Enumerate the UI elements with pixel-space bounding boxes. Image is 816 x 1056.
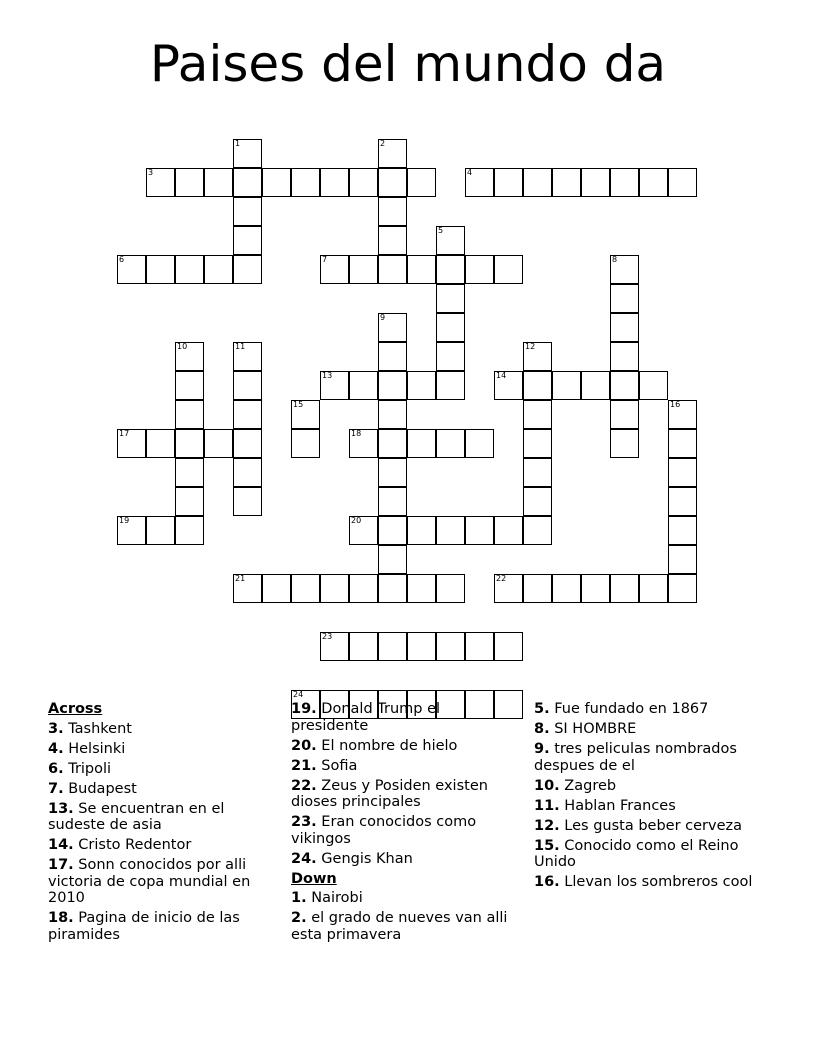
- crossword-cell[interactable]: [378, 632, 407, 661]
- clue-item: [48, 761, 273, 778]
- crossword-cell[interactable]: [436, 313, 465, 342]
- crossword-cell[interactable]: [639, 168, 668, 197]
- crossword-cell[interactable]: [523, 574, 552, 603]
- crossword-cell[interactable]: [349, 371, 378, 400]
- crossword-cell[interactable]: [349, 574, 378, 603]
- crossword-cell[interactable]: [465, 516, 494, 545]
- crossword-cell[interactable]: [146, 168, 175, 197]
- crossword-cell[interactable]: [436, 429, 465, 458]
- crossword-cell[interactable]: [262, 168, 291, 197]
- clue-number-label: 13: [322, 371, 333, 380]
- crossword-cell[interactable]: [523, 487, 552, 516]
- clue-number-label: 2: [380, 139, 386, 148]
- clue-text: Sofia: [321, 757, 358, 774]
- clue-item: [48, 857, 273, 907]
- clue-item: [291, 778, 513, 811]
- clue-number: 8.: [534, 721, 550, 737]
- crossword-cell[interactable]: [378, 371, 407, 400]
- clue-number: 20.: [291, 737, 317, 754]
- clue-item: [291, 851, 513, 868]
- clue-number-label: 8: [612, 255, 618, 264]
- crossword-cell[interactable]: [320, 255, 349, 284]
- clue-number: 11.: [534, 797, 560, 814]
- crossword-cell[interactable]: [204, 429, 233, 458]
- clue-text: Gengis Khan: [321, 850, 413, 867]
- crossword-cell[interactable]: [378, 574, 407, 603]
- crossword-cell[interactable]: [378, 313, 407, 342]
- clue-number-label: 11: [235, 342, 246, 351]
- crossword-cell[interactable]: [320, 574, 349, 603]
- clue-number-label: 16: [670, 400, 681, 409]
- crossword-cell[interactable]: [233, 139, 262, 168]
- clue-text: Budapest: [68, 780, 137, 797]
- clue-item: [291, 738, 513, 755]
- crossword-cell[interactable]: [175, 371, 204, 400]
- clue-number: 6.: [48, 760, 64, 777]
- clue-column-down: [534, 701, 774, 894]
- down-heading: Down: [291, 870, 337, 887]
- clue-item: [48, 837, 273, 854]
- clue-number: 21.: [291, 757, 317, 774]
- crossword-cell[interactable]: [378, 226, 407, 255]
- clue-item: [534, 838, 774, 871]
- clue-number: 22.: [291, 777, 317, 794]
- clue-text: Nairobi: [311, 890, 363, 906]
- crossword-cell[interactable]: [175, 429, 204, 458]
- crossword-cell[interactable]: [610, 574, 639, 603]
- clue-item: [48, 741, 273, 758]
- crossword-cell[interactable]: [146, 429, 175, 458]
- crossword-cell[interactable]: [378, 168, 407, 197]
- clue-item: [534, 778, 774, 795]
- crossword-cell[interactable]: [291, 429, 320, 458]
- crossword-cell[interactable]: [668, 487, 697, 516]
- crossword-cell[interactable]: [378, 139, 407, 168]
- crossword-cell[interactable]: [291, 400, 320, 429]
- crossword-cell[interactable]: [668, 574, 697, 603]
- crossword-cell[interactable]: [494, 255, 523, 284]
- clue-number-label: 21: [235, 574, 246, 583]
- clue-number: 7.: [48, 780, 64, 797]
- crossword-cell[interactable]: [378, 429, 407, 458]
- crossword-cell[interactable]: [117, 255, 146, 284]
- crossword-cell[interactable]: [146, 516, 175, 545]
- crossword-cell[interactable]: [581, 371, 610, 400]
- clue-number: 10.: [534, 777, 560, 794]
- crossword-cell[interactable]: [204, 168, 233, 197]
- crossword-cell[interactable]: [639, 371, 668, 400]
- crossword-cell[interactable]: [465, 168, 494, 197]
- clue-text: Zagreb: [564, 777, 617, 794]
- crossword-cell[interactable]: [436, 632, 465, 661]
- clue-text: Fue fundado en 1867: [554, 701, 709, 717]
- crossword-cell[interactable]: [610, 168, 639, 197]
- clue-number-label: 7: [322, 255, 328, 264]
- crossword-cell[interactable]: [494, 632, 523, 661]
- crossword-cell[interactable]: [320, 632, 349, 661]
- clue-number: 14.: [48, 837, 74, 853]
- crossword-cell[interactable]: [320, 168, 349, 197]
- crossword-cell[interactable]: [639, 574, 668, 603]
- clue-text: Donald Trump el presidente: [291, 701, 441, 734]
- crossword-cell[interactable]: [320, 371, 349, 400]
- crossword-cell[interactable]: [349, 429, 378, 458]
- clue-text: Llevan los sombreros cool: [564, 874, 753, 890]
- crossword-cell[interactable]: [233, 574, 262, 603]
- across-clue-list: [48, 721, 273, 944]
- clue-number-label: 14: [496, 371, 507, 380]
- clue-number-label: 20: [351, 516, 362, 525]
- crossword-cell[interactable]: [610, 255, 639, 284]
- crossword-cell[interactable]: [233, 371, 262, 400]
- crossword-cell[interactable]: [523, 429, 552, 458]
- crossword-cell[interactable]: [233, 255, 262, 284]
- crossword-cell[interactable]: [175, 516, 204, 545]
- clue-item: [534, 701, 774, 718]
- clue-number: 9.: [534, 741, 550, 757]
- clue-text: Cristo Redentor: [78, 837, 192, 853]
- clue-number: 5.: [534, 701, 550, 717]
- clue-number: 3.: [48, 720, 64, 737]
- clue-text: Les gusta beber cerveza: [564, 817, 743, 834]
- clue-text: Eran conocidos como vikingos: [291, 814, 477, 847]
- clue-number-label: 6: [119, 255, 125, 264]
- crossword-cell[interactable]: [465, 429, 494, 458]
- clue-item: [291, 814, 513, 847]
- crossword-cell[interactable]: [233, 458, 262, 487]
- clue-item: [291, 910, 513, 943]
- clue-number-label: 9: [380, 313, 386, 322]
- crossword-cell[interactable]: [552, 168, 581, 197]
- crossword-cell[interactable]: [668, 429, 697, 458]
- crossword-cell[interactable]: [668, 168, 697, 197]
- clue-item: [48, 721, 273, 738]
- clue-number-label: 3: [148, 168, 154, 177]
- crossword-cell[interactable]: [465, 255, 494, 284]
- crossword-cell[interactable]: [378, 342, 407, 371]
- clue-number-label: 4: [467, 168, 473, 177]
- clue-number: 18.: [48, 910, 74, 926]
- crossword-cell[interactable]: [581, 574, 610, 603]
- crossword-cell[interactable]: [175, 168, 204, 197]
- crossword-cell[interactable]: [407, 371, 436, 400]
- clue-number: 16.: [534, 874, 560, 890]
- crossword-cell[interactable]: [349, 632, 378, 661]
- crossword-cell[interactable]: [204, 255, 233, 284]
- crossword-cell[interactable]: [378, 255, 407, 284]
- crossword-cell[interactable]: [523, 400, 552, 429]
- clue-number: 4.: [48, 740, 64, 757]
- crossword-cell[interactable]: [146, 255, 175, 284]
- crossword-cell[interactable]: [378, 545, 407, 574]
- clue-item: [534, 741, 774, 774]
- clue-item: [534, 721, 774, 738]
- crossword-cell[interactable]: [610, 400, 639, 429]
- crossword-cell[interactable]: [407, 168, 436, 197]
- clue-text: Tripoli: [68, 760, 112, 777]
- crossword-cell[interactable]: [349, 516, 378, 545]
- crossword-cell[interactable]: [291, 574, 320, 603]
- clue-item: [291, 890, 513, 907]
- crossword-cell[interactable]: [349, 255, 378, 284]
- crossword-cell[interactable]: [407, 632, 436, 661]
- clue-text: Pagina de inicio de las piramides: [48, 910, 240, 943]
- clue-number-label: 10: [177, 342, 188, 351]
- across-clue-list-continued: [291, 701, 513, 867]
- across-heading: Across: [48, 701, 103, 717]
- clue-item: [291, 758, 513, 775]
- clue-text: El nombre de hielo: [321, 737, 458, 754]
- crossword-cell[interactable]: [523, 168, 552, 197]
- clue-number-label: 18: [351, 429, 362, 438]
- clue-number-label: 12: [525, 342, 536, 351]
- clue-number: 12.: [534, 817, 560, 834]
- crossword-cell[interactable]: [233, 168, 262, 197]
- clue-item: [534, 798, 774, 815]
- clue-item: [534, 818, 774, 835]
- crossword-cell[interactable]: [233, 429, 262, 458]
- clue-number: 23.: [291, 814, 317, 830]
- crossword-cell[interactable]: [581, 168, 610, 197]
- crossword-cell[interactable]: [523, 342, 552, 371]
- clue-item: [48, 910, 273, 943]
- crossword-cell[interactable]: [436, 371, 465, 400]
- crossword-cell[interactable]: [610, 371, 639, 400]
- crossword-cell[interactable]: [610, 313, 639, 342]
- clue-text: Conocido como el Reino Unido: [534, 837, 739, 870]
- clue-number: 17.: [48, 857, 74, 873]
- crossword-cell[interactable]: [494, 574, 523, 603]
- clue-text: Helsinki: [68, 740, 126, 757]
- crossword-cell[interactable]: [349, 168, 378, 197]
- crossword-cell[interactable]: [668, 545, 697, 574]
- clue-item: [291, 701, 513, 734]
- crossword-cell[interactable]: [233, 487, 262, 516]
- clue-text: Hablan Frances: [564, 797, 676, 814]
- crossword-cell[interactable]: [436, 574, 465, 603]
- crossword-cell[interactable]: [494, 168, 523, 197]
- clue-text: el grado de nueves van alli esta primavera: [291, 910, 508, 943]
- clue-number-label: 19: [119, 516, 130, 525]
- crossword-cell[interactable]: [262, 574, 291, 603]
- crossword-cell[interactable]: [291, 168, 320, 197]
- clue-number-label: 17: [119, 429, 130, 438]
- crossword-cell[interactable]: [233, 226, 262, 255]
- clue-number-label: 22: [496, 574, 507, 583]
- crossword-cell[interactable]: [175, 487, 204, 516]
- clue-item: [48, 801, 273, 834]
- crossword-cell[interactable]: [668, 516, 697, 545]
- crossword-cell[interactable]: [436, 255, 465, 284]
- clue-number-label: 15: [293, 400, 304, 409]
- crossword-cell[interactable]: [436, 226, 465, 255]
- crossword-cell[interactable]: [552, 371, 581, 400]
- clue-number: 2.: [291, 910, 307, 926]
- crossword-cell[interactable]: [117, 516, 146, 545]
- crossword-cell[interactable]: [117, 429, 146, 458]
- crossword-cell[interactable]: [233, 400, 262, 429]
- crossword-cell[interactable]: [436, 284, 465, 313]
- clue-number-label: 5: [438, 226, 444, 235]
- crossword-cell[interactable]: [436, 342, 465, 371]
- clue-number: 24.: [291, 850, 317, 867]
- crossword-cell[interactable]: [233, 342, 262, 371]
- clue-text: Se encuentran en el sudeste de asia: [48, 800, 225, 833]
- clue-number-label: 24: [293, 690, 304, 699]
- clue-column-across: [48, 701, 273, 947]
- crossword-cell[interactable]: [175, 458, 204, 487]
- down-clue-list: [291, 890, 513, 943]
- page-title: Paises del mundo da: [149, 35, 667, 93]
- crossword-cell[interactable]: [465, 632, 494, 661]
- clue-text: Sonn conocidos por alli victoria de copa mundial en 2010: [48, 857, 251, 906]
- crossword-cell[interactable]: [407, 429, 436, 458]
- crossword-cell[interactable]: [436, 516, 465, 545]
- crossword-cell[interactable]: [523, 516, 552, 545]
- down-clue-list-continued: [534, 701, 774, 891]
- clue-column-middle: [291, 701, 513, 947]
- crossword-cell[interactable]: [407, 255, 436, 284]
- crossword-cell[interactable]: [175, 342, 204, 371]
- crossword-cell[interactable]: [523, 371, 552, 400]
- crossword-cell[interactable]: [378, 487, 407, 516]
- clue-text: Tashkent: [68, 720, 132, 737]
- crossword-cell[interactable]: [610, 284, 639, 313]
- crossword-cell[interactable]: [494, 371, 523, 400]
- crossword-cell[interactable]: [378, 197, 407, 226]
- crossword-cell[interactable]: [378, 458, 407, 487]
- crossword-cell[interactable]: [610, 429, 639, 458]
- clue-text: tres peliculas nombrados despues de el: [534, 741, 737, 774]
- clue-text: SI HOMBRE: [554, 721, 637, 737]
- crossword-cell[interactable]: [378, 516, 407, 545]
- crossword-cell[interactable]: [407, 516, 436, 545]
- crossword-cell[interactable]: [552, 574, 581, 603]
- crossword-cell[interactable]: [378, 400, 407, 429]
- crossword-cell[interactable]: [523, 458, 552, 487]
- clue-number-label: 23: [322, 632, 333, 641]
- crossword-cell[interactable]: [175, 400, 204, 429]
- clue-item: [534, 874, 774, 891]
- crossword-cell[interactable]: [407, 574, 436, 603]
- crossword-cell[interactable]: [233, 197, 262, 226]
- clue-number: 13.: [48, 800, 74, 817]
- crossword-cell[interactable]: [668, 458, 697, 487]
- crossword-cell[interactable]: [494, 516, 523, 545]
- clue-text: Zeus y Posiden existen dioses principales: [291, 777, 488, 810]
- crossword-cell[interactable]: [668, 400, 697, 429]
- clue-item: [48, 781, 273, 798]
- clue-number: 19.: [291, 701, 317, 717]
- clue-number: 15.: [534, 837, 560, 854]
- crossword-cell[interactable]: [175, 255, 204, 284]
- clue-number: 1.: [291, 890, 307, 906]
- clue-number-label: 1: [235, 139, 241, 148]
- crossword-cell[interactable]: [610, 342, 639, 371]
